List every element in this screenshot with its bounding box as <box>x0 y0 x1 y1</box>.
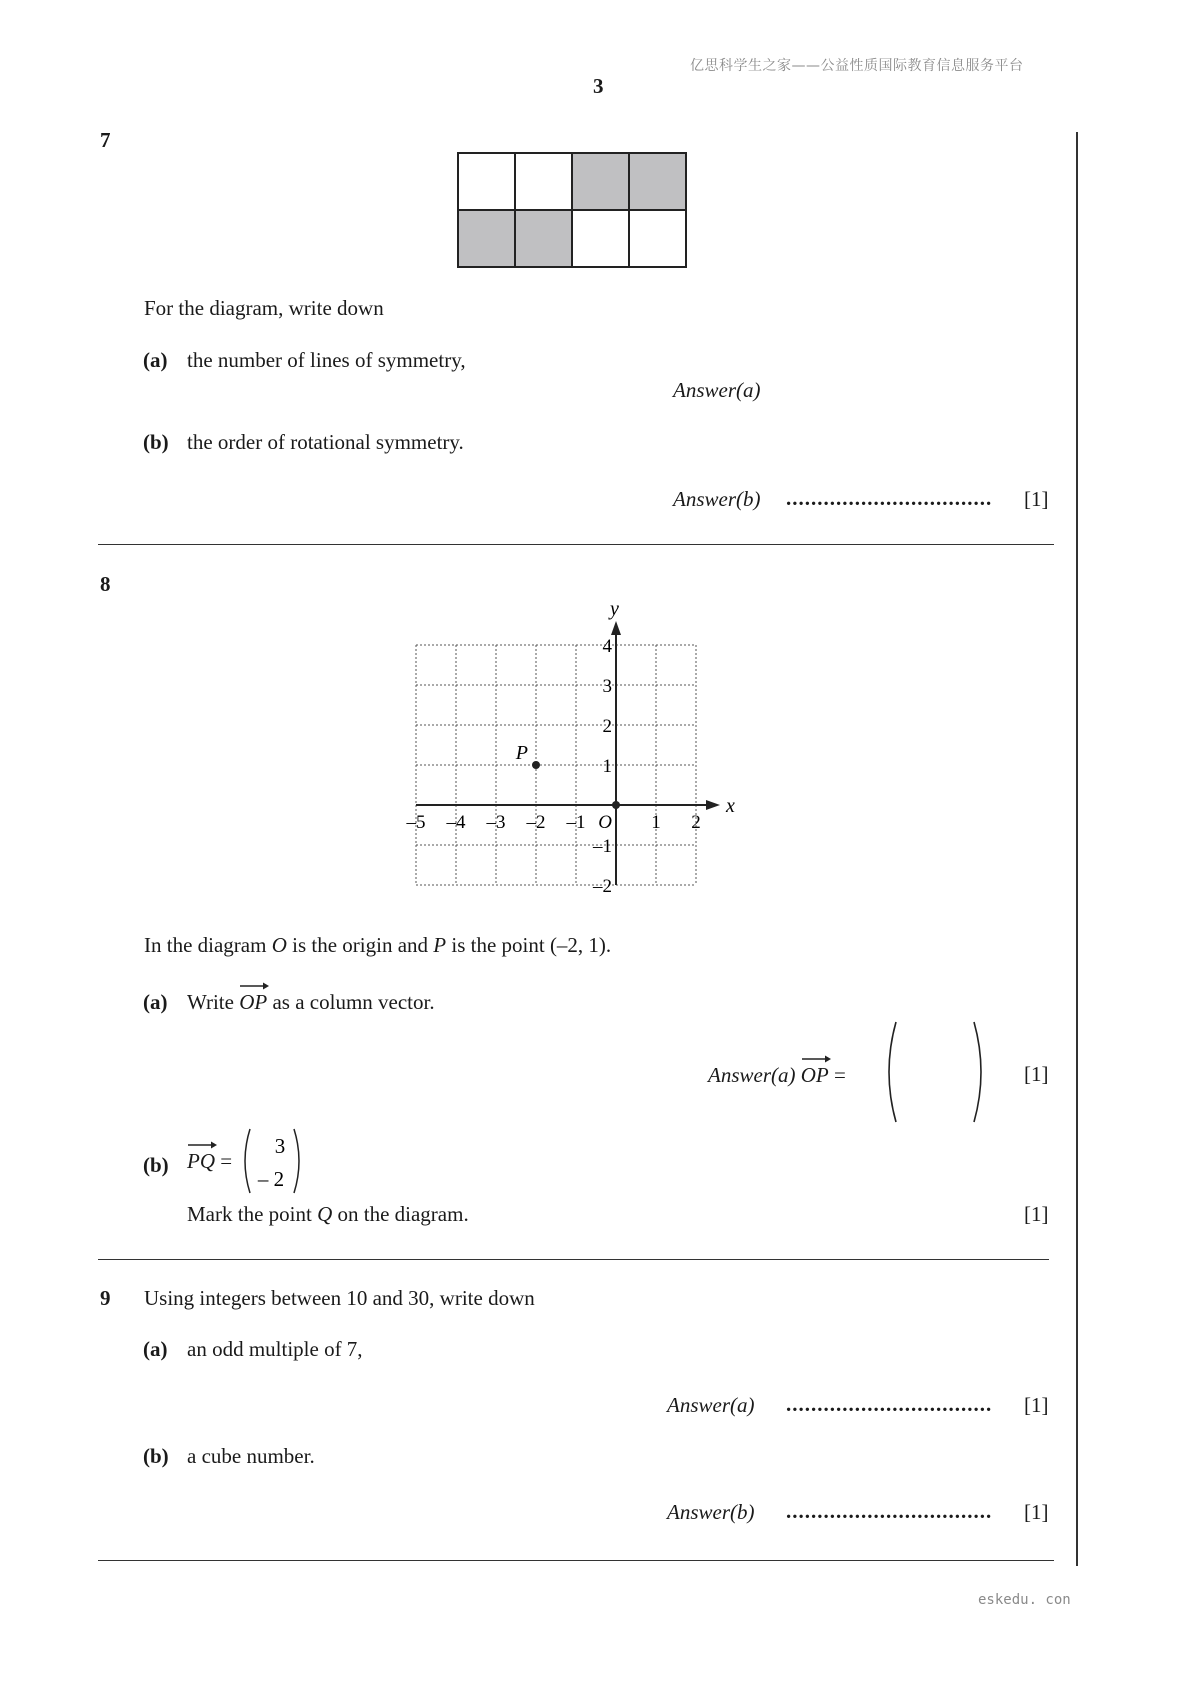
x-tick-label: 2 <box>691 812 701 833</box>
q7-part-a-label <box>143 348 168 373</box>
q8-answer-a-label <box>708 1063 846 1088</box>
left-paren-icon <box>245 1129 250 1193</box>
q8-part-a-label <box>143 990 168 1015</box>
q9-divider <box>98 1560 1054 1561</box>
x-tick-label: –4 <box>446 812 466 833</box>
q9-answer-b-field[interactable]: ................................. <box>786 1499 993 1523</box>
right-margin-rule <box>1076 132 1078 1566</box>
q8-pq-top: 3 <box>274 1134 286 1158</box>
q7-part-b-label-text: (b) <box>143 430 169 454</box>
q8-answer-vector-op <box>801 1063 829 1088</box>
grid-square <box>458 153 515 210</box>
y-tick-label: 1 <box>602 756 612 777</box>
y-tick-label: 2 <box>602 716 612 737</box>
q7-part-b-label <box>143 430 169 455</box>
q8-vector-op-text: OP <box>239 990 268 1014</box>
grid-square-shaded <box>572 153 629 210</box>
grid-square <box>629 210 686 267</box>
q8-marks-a: [1] <box>1024 1062 1049 1086</box>
right-paren-icon <box>294 1129 299 1193</box>
page-number: 3 <box>593 74 604 98</box>
y-tick-label: 4 <box>602 636 612 657</box>
q8-part-b-label-text: (b) <box>143 1153 169 1177</box>
right-paren-icon <box>974 1022 981 1122</box>
q8-intro-t1: In the diagram <box>144 933 272 957</box>
vector-arrow-icon <box>801 1055 831 1063</box>
x-axis-label: x <box>726 795 735 817</box>
grid-square-shaded <box>629 153 686 210</box>
y-tick-label: 3 <box>602 676 612 697</box>
x-tick-label: –2 <box>526 812 546 833</box>
q8-part-a-write: Write <box>187 990 234 1014</box>
q9-answer-a-field[interactable]: ................................. <box>786 1392 993 1416</box>
q7-part-a-text: the number of lines of symmetry, <box>187 348 466 372</box>
q8-part-b-label <box>143 1153 169 1178</box>
header-site-text: 亿思科学生之家——公益性质国际教育信息服务平台 <box>690 58 1024 74</box>
q8-part-b-vector-eq <box>187 1149 232 1174</box>
q7-part-b-text: the order of rotational symmetry. <box>187 430 464 454</box>
q8-vector-pq-text: PQ <box>187 1149 215 1173</box>
q9-part-a-text: an odd multiple of 7, <box>187 1337 363 1361</box>
q8-intro-point-var: P <box>433 933 447 957</box>
q8-part-b-instr-var: Q <box>317 1202 333 1226</box>
y-tick-label: –2 <box>593 876 612 897</box>
origin-point <box>612 801 620 809</box>
q9-part-b-label-text: (b) <box>143 1444 169 1468</box>
q9-part-b-label <box>143 1444 169 1469</box>
q8-answer-a-label-text: Answer(a) <box>708 1063 796 1087</box>
x-tick-label: –5 <box>406 812 426 833</box>
grid-square <box>572 210 629 267</box>
q8-part-a-label-text: (a) <box>143 990 168 1014</box>
q9-marks-b: [1] <box>1024 1500 1049 1524</box>
q8-number: 8 <box>100 572 111 596</box>
x-tick-label: 1 <box>651 812 661 833</box>
q8-marks-b: [1] <box>1024 1202 1049 1226</box>
y-axis-arrow-icon <box>611 621 621 635</box>
left-paren-icon <box>889 1022 896 1122</box>
vector-arrow-icon <box>239 982 269 990</box>
q8-answer-equals: = <box>834 1063 846 1087</box>
q8-part-a-rest: as a column vector. <box>272 990 435 1014</box>
q9-marks-a: [1] <box>1024 1393 1049 1417</box>
q7-divider <box>98 544 1054 545</box>
q7-number: 7 <box>100 128 111 152</box>
q9-part-b-text: a cube number. <box>187 1444 315 1468</box>
grid-square-shaded <box>515 210 572 267</box>
q8-divider <box>98 1259 1049 1260</box>
point-p <box>532 761 540 769</box>
x-tick-label: –1 <box>566 812 586 833</box>
q8-answer-vector-op-text: OP <box>800 1063 829 1087</box>
origin-label: O <box>598 812 612 833</box>
grid-square <box>515 153 572 210</box>
q8-coordinate-grid[interactable] <box>400 598 760 908</box>
q9-part-a-label <box>143 1337 168 1362</box>
q8-part-b-equals: = <box>220 1149 233 1173</box>
point-p-label: P <box>515 742 528 764</box>
q8-intro-t3: is the point (–2, 1). <box>446 933 612 957</box>
q8-vector-op <box>239 990 267 1015</box>
q7-prompt: For the diagram, write down <box>144 296 384 320</box>
q8-vector-pq <box>187 1149 215 1174</box>
q8-part-b-instruction <box>187 1202 469 1227</box>
vector-arrow-icon <box>187 1141 217 1149</box>
y-axis-label: y <box>610 598 619 620</box>
q8-part-b-instr-1: Mark the point <box>187 1202 318 1226</box>
q8-pq-bottom: – 2 <box>257 1167 285 1191</box>
q7-marks-b: [1] <box>1024 487 1049 511</box>
q7-answer-b-label: Answer(b) <box>673 487 761 511</box>
footer-site-text: eskedu. con <box>978 1592 1071 1608</box>
q9-prompt: Using integers between 10 and 30, write down <box>144 1286 535 1310</box>
q8-intro <box>144 933 611 958</box>
q8-part-b-instr-2: on the diagram. <box>332 1202 469 1226</box>
x-axis-arrow-icon <box>706 800 720 810</box>
grid-square-shaded <box>458 210 515 267</box>
q7-part-a-label-text: (a) <box>143 348 168 372</box>
q7-answer-b-field[interactable]: ................................. <box>786 486 993 510</box>
x-tick-label: –3 <box>486 812 506 833</box>
q8-pq-column-vector <box>240 1127 304 1195</box>
q7-answer-a-label: Answer(a) <box>673 378 761 402</box>
q8-answer-column-vector-field[interactable] <box>880 1020 990 1124</box>
q9-part-a-label-text: (a) <box>143 1337 168 1361</box>
q8-intro-t2: is the origin and <box>286 933 434 957</box>
q8-part-a-text <box>187 990 435 1015</box>
q9-number: 9 <box>100 1286 111 1310</box>
q8-intro-origin-var: O <box>271 933 287 957</box>
q9-answer-b-label: Answer(b) <box>667 1500 755 1524</box>
q7-shading-grid <box>456 151 696 273</box>
y-tick-label: –1 <box>593 836 612 857</box>
q9-answer-a-label: Answer(a) <box>667 1393 755 1417</box>
